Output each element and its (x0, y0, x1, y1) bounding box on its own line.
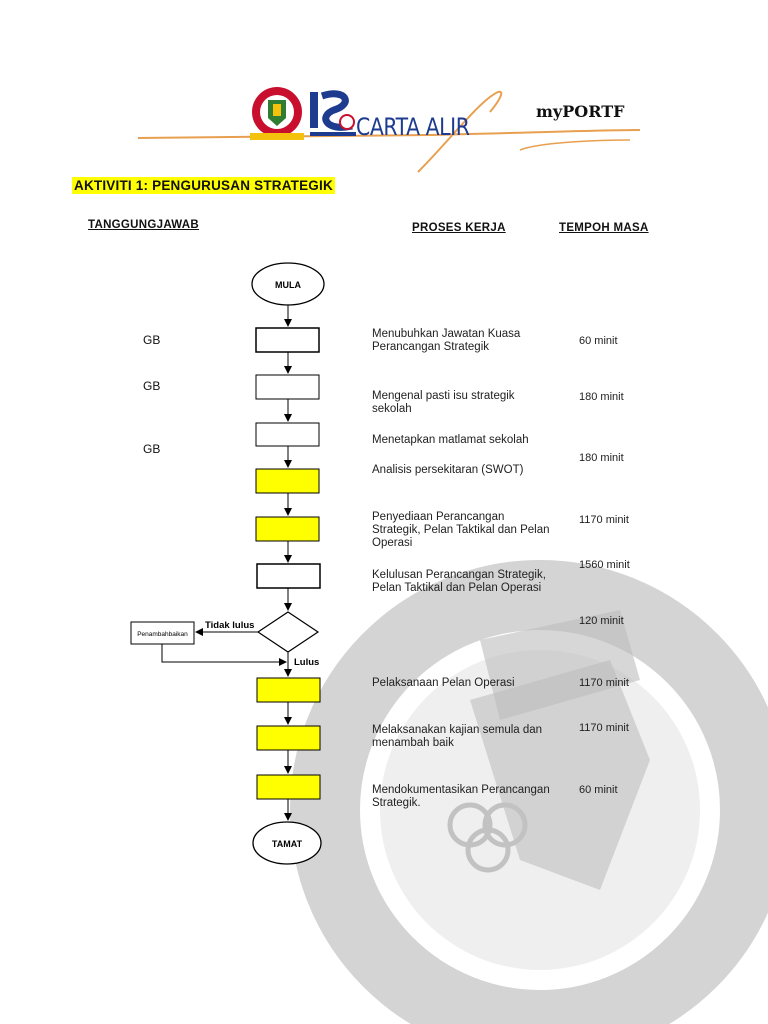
duration-value: 180 minit (579, 452, 624, 464)
process-text: Kelulusan Perancangan Strategik, Pelan Taktikal dan Pelan Operasi (372, 569, 546, 594)
process-text: Menubuhkan Jawatan Kuasa Perancangan Strategik (372, 328, 521, 353)
duration-value: 120 minit (579, 615, 624, 627)
brand-text: myPORTF (536, 102, 625, 121)
process-box-7 (257, 678, 320, 702)
process-box-3 (256, 423, 319, 446)
process-text: Mendokumentasikan Perancangan Strategik. (372, 784, 550, 809)
responsibility-label: GB (143, 333, 161, 347)
not-passed-label: Tidak lulus (205, 620, 255, 631)
duration-value: 180 minit (579, 391, 624, 403)
responsibility-label: GB (143, 379, 161, 393)
passed-label: Lulus (294, 657, 320, 668)
process-box-6 (257, 564, 320, 588)
process-text: Analisis persekitaran (SWOT) (372, 464, 524, 476)
responsibility-label: GB (143, 442, 161, 456)
activity-title: AKTIVITI 1: PENGURUSAN STRATEGIK (74, 178, 333, 193)
duration-value: 1170 minit (579, 677, 629, 689)
process-text: Menetapkan matlamat sekolah (372, 434, 529, 446)
process-text: Mengenal pasti isu strategik sekolah (372, 390, 515, 415)
column-header-responsibility: TANGGUNGJAWAB (88, 219, 200, 231)
process-box-5 (256, 517, 319, 541)
duration-value: 1170 minit (579, 514, 629, 526)
duration-value: 1560 minit (579, 559, 630, 571)
end-node-label: TAMAT (271, 839, 303, 849)
duration-value: 1170 minit (579, 722, 629, 734)
process-text: Melaksanakan kajian semula dan menambah baik (372, 724, 543, 749)
page-title: CARTA ALIR (356, 113, 470, 141)
duration-value: 60 minit (579, 784, 618, 796)
decision-diamond (258, 612, 318, 652)
return-arrow (162, 644, 286, 662)
process-box-8 (257, 726, 320, 750)
improvement-label: Penambahbaikan (137, 631, 188, 638)
process-text: Pelaksanaan Pelan Operasi (372, 677, 515, 689)
process-box-1 (256, 328, 319, 352)
start-node-label: MULA (275, 280, 301, 290)
process-text: Penyediaan Perancangan Strategik, Pelan Taktikal dan Pelan Operasi (372, 511, 550, 549)
column-header-duration: TEMPOH MASA (559, 222, 649, 234)
process-box-9 (257, 775, 320, 799)
column-header-process: PROSES KERJA (412, 222, 506, 234)
process-box-4 (256, 469, 319, 493)
duration-value: 60 minit (579, 335, 618, 347)
process-box-2 (256, 375, 319, 399)
